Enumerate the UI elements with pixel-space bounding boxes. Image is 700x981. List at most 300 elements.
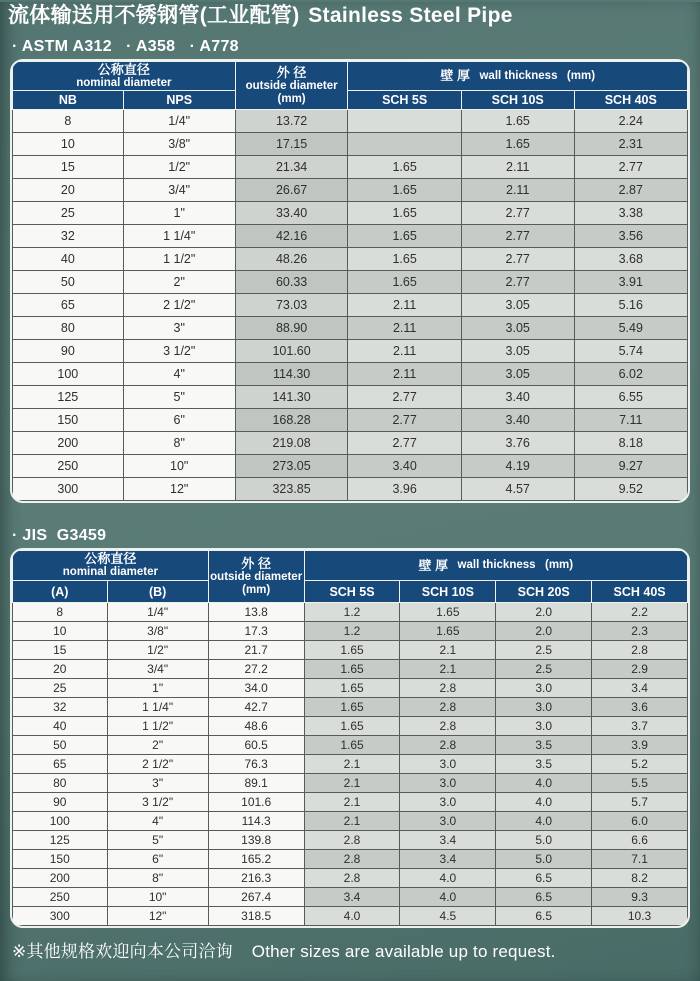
cell: 1 1/4" — [123, 225, 235, 248]
cell: 216.3 — [208, 869, 304, 888]
cell: 50 — [13, 271, 124, 294]
cell: 125 — [13, 386, 124, 409]
table-row — [13, 409, 688, 432]
cell: 2" — [123, 271, 235, 294]
cell: 25 — [13, 679, 108, 698]
cell: 5.0 — [496, 850, 592, 869]
cell: 4.0 — [400, 869, 496, 888]
wall-thickness-zh: 壁 厚 — [440, 67, 471, 83]
cell: 4" — [123, 363, 235, 386]
outside-diameter-zh: 外 径 — [276, 65, 307, 80]
cell: 2.8 — [400, 717, 496, 736]
outside-diameter-en: outside diameter — [210, 571, 303, 583]
cell: 65 — [13, 755, 108, 774]
cell: 2.77 — [461, 225, 574, 248]
table-row — [13, 679, 688, 698]
cell: 6.6 — [592, 831, 688, 850]
cell: 200 — [13, 432, 124, 455]
cell: 3.4 — [304, 888, 400, 907]
astm-pipe-table — [10, 59, 690, 503]
cell: 2 1/2" — [107, 755, 208, 774]
cell: 6" — [123, 409, 235, 432]
cell: 10 — [13, 133, 124, 156]
wall-thickness-zh: 壁 厚 — [418, 557, 449, 573]
cell: 1 1/2" — [123, 248, 235, 271]
wall-thickness-en: wall thickness — [457, 559, 536, 572]
cell: 73.03 — [235, 294, 348, 317]
col-header-sch20s: SCH 20S — [496, 581, 592, 603]
cell: 12" — [123, 478, 235, 501]
page-title-en: Stainless Steel Pipe — [308, 4, 513, 27]
cell: 267.4 — [208, 888, 304, 907]
jis-pipe-table — [10, 548, 690, 928]
cell: 2.1 — [304, 812, 400, 831]
cell: 3.4 — [400, 850, 496, 869]
page-title — [8, 2, 700, 32]
table-row — [13, 774, 688, 793]
footer-note-zh: ※其他规格欢迎向本公司洽询 — [12, 942, 233, 961]
table-row — [13, 248, 688, 271]
cell: 1.65 — [348, 248, 461, 271]
col-header-sch5s: SCH 5S — [304, 581, 400, 603]
cell: 89.1 — [208, 774, 304, 793]
cell: 1.65 — [400, 622, 496, 641]
cell: 139.8 — [208, 831, 304, 850]
cell: 2 1/2" — [123, 294, 235, 317]
cell: 8 — [13, 110, 124, 133]
cell: 3.0 — [400, 774, 496, 793]
cell: 48.26 — [235, 248, 348, 271]
cell: 32 — [13, 225, 124, 248]
cell: 8" — [107, 869, 208, 888]
cell: 1/2" — [107, 641, 208, 660]
cell: 168.28 — [235, 409, 348, 432]
cell: 3.05 — [461, 294, 574, 317]
wall-thickness-en: wall thickness — [479, 69, 558, 82]
cell: 3.0 — [400, 812, 496, 831]
cell: 1/4" — [123, 110, 235, 133]
col-header-sch10s: SCH 10S — [400, 581, 496, 603]
cell: 2.9 — [592, 660, 688, 679]
cell: 2.24 — [574, 110, 687, 133]
table-row — [13, 340, 688, 363]
cell: 76.3 — [208, 755, 304, 774]
cell: 300 — [13, 478, 124, 501]
cell: 114.30 — [235, 363, 348, 386]
cell: 2.2 — [592, 603, 688, 622]
outside-diameter-unit: (mm) — [277, 92, 306, 105]
table-row — [13, 869, 688, 888]
cell: 3" — [123, 317, 235, 340]
table-row — [13, 317, 688, 340]
table-row — [13, 294, 688, 317]
cell: 10 — [13, 622, 108, 641]
cell: 5.2 — [592, 755, 688, 774]
cell: 4.57 — [461, 478, 574, 501]
catalog-page — [0, 2, 700, 981]
cell: 2.11 — [348, 294, 461, 317]
cell: 1.65 — [348, 156, 461, 179]
table-row — [13, 888, 688, 907]
table-row — [13, 202, 688, 225]
cell: 3/8" — [107, 622, 208, 641]
page-title-zh: 流体输送用不锈钢管(工业配管) — [8, 4, 300, 27]
cell: 3/4" — [107, 660, 208, 679]
cell: 2.77 — [574, 156, 687, 179]
cell: 3/4" — [123, 179, 235, 202]
cell: 13.72 — [235, 110, 348, 133]
table-row — [13, 603, 688, 622]
table-row — [13, 850, 688, 869]
cell: 3.40 — [348, 455, 461, 478]
cell: 12" — [107, 907, 208, 926]
table-row — [13, 755, 688, 774]
cell: 300 — [13, 907, 108, 926]
cell: 2.8 — [400, 698, 496, 717]
cell: 165.2 — [208, 850, 304, 869]
cell: 1.2 — [304, 622, 400, 641]
cell: 32 — [13, 698, 108, 717]
cell — [348, 133, 461, 156]
cell: 27.2 — [208, 660, 304, 679]
cell: 3.91 — [574, 271, 687, 294]
cell: 2.77 — [348, 432, 461, 455]
cell: 17.15 — [235, 133, 348, 156]
cell: 3.40 — [461, 409, 574, 432]
cell: 6" — [107, 850, 208, 869]
table-row — [13, 641, 688, 660]
cell: 1.65 — [348, 271, 461, 294]
cell: 5.0 — [496, 831, 592, 850]
cell: 2.11 — [461, 179, 574, 202]
cell: 3.68 — [574, 248, 687, 271]
cell: 2.5 — [496, 641, 592, 660]
cell: 4.0 — [304, 907, 400, 926]
cell: 4.0 — [496, 774, 592, 793]
cell: 1.65 — [461, 110, 574, 133]
cell: 4.0 — [496, 793, 592, 812]
cell: 6.0 — [592, 812, 688, 831]
cell: 9.27 — [574, 455, 687, 478]
cell: 150 — [13, 850, 108, 869]
cell: 3.9 — [592, 736, 688, 755]
wall-thickness-unit: (mm) — [566, 69, 596, 82]
cell: 90 — [13, 793, 108, 812]
cell: 3.76 — [461, 432, 574, 455]
jis-table-body — [13, 603, 688, 926]
cell: 3.5 — [496, 755, 592, 774]
cell: 2.1 — [304, 774, 400, 793]
cell: 1.65 — [304, 679, 400, 698]
table-row — [13, 831, 688, 850]
cell: 5.49 — [574, 317, 687, 340]
table-row — [13, 736, 688, 755]
cell: 2.77 — [461, 202, 574, 225]
cell: 250 — [13, 455, 124, 478]
table-row — [13, 698, 688, 717]
cell: 2.77 — [461, 248, 574, 271]
cell: 6.5 — [496, 907, 592, 926]
cell: 2.8 — [400, 736, 496, 755]
outside-diameter-header — [235, 62, 348, 110]
table-row — [13, 660, 688, 679]
nominal-diameter-header — [13, 551, 209, 581]
cell: 323.85 — [235, 478, 348, 501]
cell: 6.02 — [574, 363, 687, 386]
nominal-diameter-zh: 公称直径 — [84, 551, 137, 567]
cell: 65 — [13, 294, 124, 317]
table-row — [13, 478, 688, 501]
footer-note-en: Other sizes are available up to request. — [251, 942, 556, 961]
jis-table — [12, 550, 688, 926]
cell: 6.5 — [496, 888, 592, 907]
footer-note — [12, 937, 700, 962]
cell: 219.08 — [235, 432, 348, 455]
col-header-b: (B) — [107, 581, 208, 603]
cell: 3.05 — [461, 340, 574, 363]
col-header-a: (A) — [13, 581, 108, 603]
cell: 1.65 — [348, 202, 461, 225]
cell: 33.40 — [235, 202, 348, 225]
table-row — [13, 717, 688, 736]
cell: 1.65 — [304, 660, 400, 679]
cell: 250 — [13, 888, 108, 907]
cell: 3.4 — [592, 679, 688, 698]
cell: 114.3 — [208, 812, 304, 831]
table-row — [13, 225, 688, 248]
wall-thickness-header — [304, 551, 687, 581]
cell: 9.3 — [592, 888, 688, 907]
cell: 8.2 — [592, 869, 688, 888]
cell: 125 — [13, 831, 108, 850]
cell: 60.33 — [235, 271, 348, 294]
cell: 4" — [107, 812, 208, 831]
table-row — [13, 622, 688, 641]
cell: 6.5 — [496, 869, 592, 888]
cell: 3.0 — [400, 755, 496, 774]
cell: 42.16 — [235, 225, 348, 248]
cell: 2.11 — [348, 363, 461, 386]
cell: 1" — [107, 679, 208, 698]
cell: 20 — [13, 179, 124, 202]
cell: 2.77 — [348, 409, 461, 432]
cell: 4.0 — [400, 888, 496, 907]
astm-table — [12, 61, 688, 501]
cell: 3.05 — [461, 317, 574, 340]
cell: 3.0 — [400, 793, 496, 812]
cell: 4.0 — [496, 812, 592, 831]
cell: 2.0 — [496, 603, 592, 622]
cell: 2.77 — [348, 386, 461, 409]
cell: 5" — [107, 831, 208, 850]
cell: 1.65 — [304, 717, 400, 736]
cell: 2" — [107, 736, 208, 755]
cell: 318.5 — [208, 907, 304, 926]
standards-label-astm: · ASTM A312 · A358 · A778 — [12, 38, 239, 55]
cell — [348, 110, 461, 133]
cell: 2.1 — [304, 793, 400, 812]
cell: 4.5 — [400, 907, 496, 926]
cell: 48.6 — [208, 717, 304, 736]
cell: 2.8 — [304, 869, 400, 888]
cell: 3.5 — [496, 736, 592, 755]
cell: 8.18 — [574, 432, 687, 455]
cell: 8 — [13, 603, 108, 622]
cell: 3.0 — [496, 679, 592, 698]
jis-table-header — [13, 551, 688, 603]
cell: 80 — [13, 774, 108, 793]
cell: 8" — [123, 432, 235, 455]
cell: 17.3 — [208, 622, 304, 641]
cell: 80 — [13, 317, 124, 340]
cell: 100 — [13, 363, 124, 386]
standards-label-jis: · JIS G3459 — [12, 527, 107, 544]
cell: 60.5 — [208, 736, 304, 755]
cell: 3/8" — [123, 133, 235, 156]
cell: 2.77 — [461, 271, 574, 294]
cell: 3 1/2" — [123, 340, 235, 363]
cell: 200 — [13, 869, 108, 888]
cell: 40 — [13, 248, 124, 271]
wall-thickness-unit: (mm) — [544, 559, 574, 572]
cell: 4.19 — [461, 455, 574, 478]
cell: 50 — [13, 736, 108, 755]
cell: 1" — [123, 202, 235, 225]
cell: 3.4 — [400, 831, 496, 850]
cell: 1.65 — [304, 641, 400, 660]
cell: 3 1/2" — [107, 793, 208, 812]
cell: 7.11 — [574, 409, 687, 432]
cell: 40 — [13, 717, 108, 736]
cell: 2.8 — [304, 850, 400, 869]
cell: 101.6 — [208, 793, 304, 812]
cell: 5.74 — [574, 340, 687, 363]
cell: 1.65 — [304, 736, 400, 755]
cell: 3.40 — [461, 386, 574, 409]
cell: 26.67 — [235, 179, 348, 202]
col-header-sch40s: SCH 40S — [592, 581, 688, 603]
table-row — [13, 133, 688, 156]
table-row — [13, 110, 688, 133]
cell: 3.38 — [574, 202, 687, 225]
table-row — [13, 907, 688, 926]
cell: 15 — [13, 156, 124, 179]
col-header-sch40s: SCH 40S — [574, 91, 687, 110]
nominal-diameter-en: nominal diameter — [76, 76, 172, 89]
cell: 21.7 — [208, 641, 304, 660]
nominal-diameter-en: nominal diameter — [62, 566, 158, 579]
cell: 2.87 — [574, 179, 687, 202]
cell: 20 — [13, 660, 108, 679]
wall-thickness-header — [348, 62, 688, 91]
nominal-diameter-zh: 公称直径 — [97, 61, 150, 77]
cell: 1 1/2" — [107, 717, 208, 736]
cell: 3.56 — [574, 225, 687, 248]
cell: 1 1/4" — [107, 698, 208, 717]
cell: 2.11 — [348, 340, 461, 363]
cell: 5.16 — [574, 294, 687, 317]
astm-table-body — [13, 110, 688, 501]
astm-table-header — [13, 62, 688, 110]
col-header-sch5s: SCH 5S — [348, 91, 461, 110]
cell: 10" — [107, 888, 208, 907]
table-row — [13, 363, 688, 386]
cell: 25 — [13, 202, 124, 225]
cell: 2.1 — [400, 660, 496, 679]
cell: 15 — [13, 641, 108, 660]
cell: 34.0 — [208, 679, 304, 698]
col-header-sch10s: SCH 10S — [461, 91, 574, 110]
cell: 2.8 — [400, 679, 496, 698]
outside-diameter-unit: (mm) — [242, 583, 271, 596]
col-header-nps: NPS — [123, 91, 235, 110]
cell: 1/4" — [107, 603, 208, 622]
cell: 88.90 — [235, 317, 348, 340]
table-row — [13, 271, 688, 294]
col-header-nb: NB — [13, 91, 124, 110]
cell: 6.55 — [574, 386, 687, 409]
cell: 2.8 — [304, 831, 400, 850]
cell: 2.31 — [574, 133, 687, 156]
cell: 101.60 — [235, 340, 348, 363]
cell: 2.1 — [400, 641, 496, 660]
cell: 2.3 — [592, 622, 688, 641]
outside-diameter-zh: 外 径 — [241, 556, 271, 571]
cell: 1/2" — [123, 156, 235, 179]
cell: 1.65 — [461, 133, 574, 156]
table-row — [13, 386, 688, 409]
cell: 2.11 — [348, 317, 461, 340]
cell: 273.05 — [235, 455, 348, 478]
cell: 1.65 — [304, 698, 400, 717]
cell: 1.65 — [348, 225, 461, 248]
outside-diameter-header — [208, 551, 304, 603]
cell: 1.2 — [304, 603, 400, 622]
cell: 10" — [123, 455, 235, 478]
cell: 3.7 — [592, 717, 688, 736]
cell: 100 — [13, 812, 108, 831]
cell: 5" — [123, 386, 235, 409]
cell: 3.96 — [348, 478, 461, 501]
cell: 3.6 — [592, 698, 688, 717]
cell: 2.0 — [496, 622, 592, 641]
cell: 7.1 — [592, 850, 688, 869]
cell: 5.5 — [592, 774, 688, 793]
cell: 21.34 — [235, 156, 348, 179]
table-row — [13, 793, 688, 812]
cell: 2.5 — [496, 660, 592, 679]
cell: 141.30 — [235, 386, 348, 409]
cell: 10.3 — [592, 907, 688, 926]
outside-diameter-en: outside diameter — [245, 80, 338, 92]
cell: 13.8 — [208, 603, 304, 622]
cell: 3.05 — [461, 363, 574, 386]
cell: 2.11 — [461, 156, 574, 179]
cell: 3.0 — [496, 698, 592, 717]
cell: 90 — [13, 340, 124, 363]
cell: 1.65 — [400, 603, 496, 622]
table-row — [13, 432, 688, 455]
table-row — [13, 455, 688, 478]
cell: 2.1 — [304, 755, 400, 774]
cell: 9.52 — [574, 478, 687, 501]
nominal-diameter-header — [13, 62, 236, 91]
cell: 42.7 — [208, 698, 304, 717]
cell: 3" — [107, 774, 208, 793]
cell: 3.0 — [496, 717, 592, 736]
table-row — [13, 812, 688, 831]
table-row — [13, 179, 688, 202]
